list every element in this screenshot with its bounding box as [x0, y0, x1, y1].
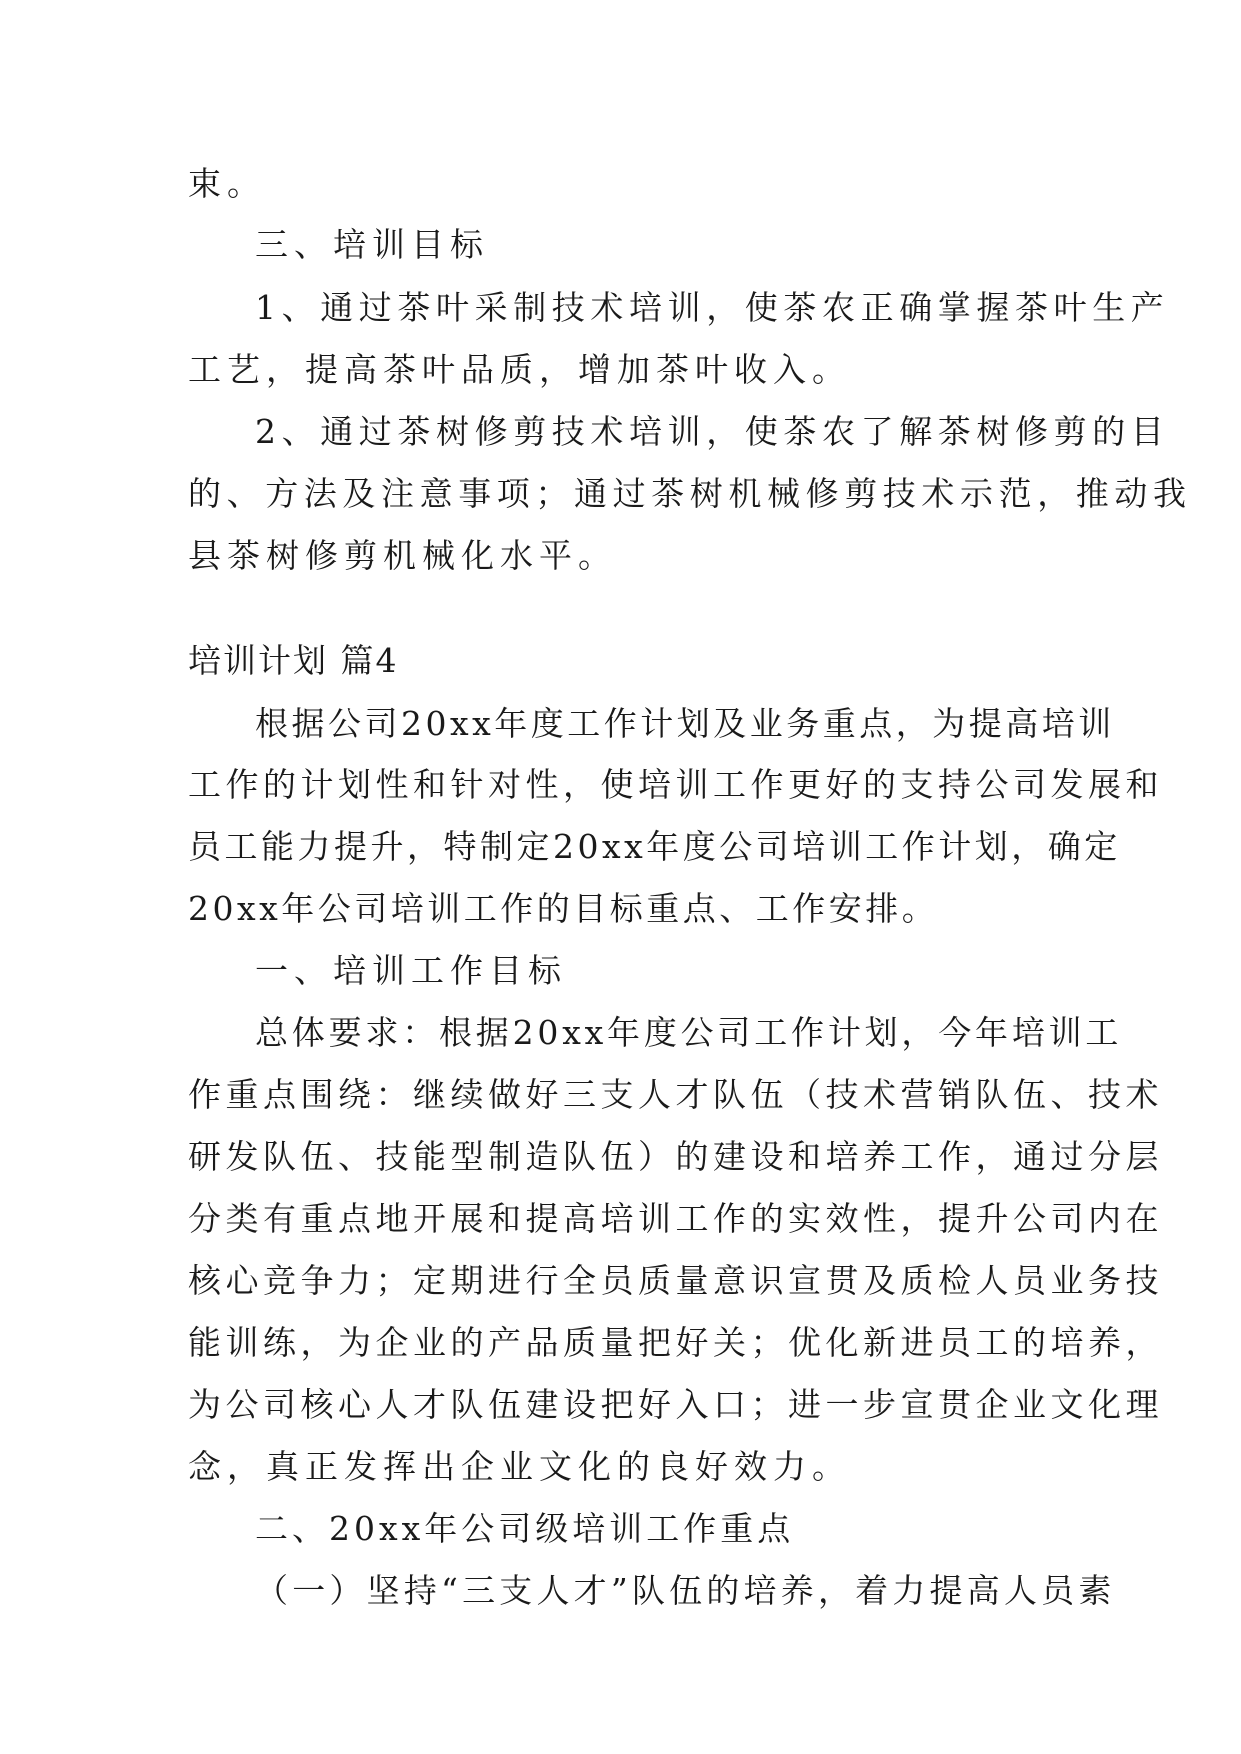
section-heading: 二、20xx年公司级培训工作重点 [255, 1509, 795, 1548]
text-line: 为公司核心人才队伍建设把好入口；进一步宣贯企业文化理 [188, 1385, 1163, 1424]
text-line: 总体要求：根据20xx年度公司工作计划，今年培训工 [255, 1013, 1123, 1052]
text-line: 根据公司20xx年度工作计划及业务重点，为提高培训 [255, 704, 1115, 743]
section-heading: 一、培训工作目标 [255, 951, 567, 990]
text-line: 束。 [188, 164, 266, 203]
text-line: 的、方法及注意事项；通过茶树机械修剪技术示范，推动我 [188, 474, 1192, 513]
text-line: 工艺，提高茶叶品质，增加茶叶收入。 [188, 350, 851, 389]
text-line: 工作的计划性和针对性，使培训工作更好的支持公司发展和 [188, 765, 1163, 804]
text-line: 念，真正发挥出企业文化的良好效力。 [188, 1447, 851, 1486]
article-title: 培训计划 篇4 [188, 641, 399, 680]
text-line: 分类有重点地开展和提高培训工作的实效性，提升公司内在 [188, 1199, 1163, 1238]
text-line: 能训练，为企业的产品质量把好关；优化新进员工的培养， [188, 1323, 1163, 1362]
text-line: 核心竞争力；定期进行全员质量意识宣贯及质检人员业务技 [188, 1261, 1163, 1300]
text-line: 研发队伍、技能型制造队伍）的建设和培养工作，通过分层 [188, 1137, 1163, 1176]
text-line: 员工能力提升，特制定20xx年度公司培训工作计划，确定 [188, 827, 1121, 866]
text-line: （一）坚持“三支人才”队伍的培养，着力提高人员素 [255, 1571, 1116, 1610]
text-line: 1、通过茶叶采制技术培训，使茶农正确掌握茶叶生产 [255, 288, 1170, 327]
text-line: 2、通过茶树修剪技术培训，使茶农了解茶树修剪的目 [255, 412, 1170, 451]
text-line: 作重点围绕：继续做好三支人才队伍（技术营销队伍、技术 [188, 1075, 1163, 1114]
text-line: 20xx年公司培训工作的目标重点、工作安排。 [188, 889, 939, 928]
section-heading: 三、培训目标 [255, 225, 489, 264]
text-line: 县茶树修剪机械化水平。 [188, 536, 617, 575]
